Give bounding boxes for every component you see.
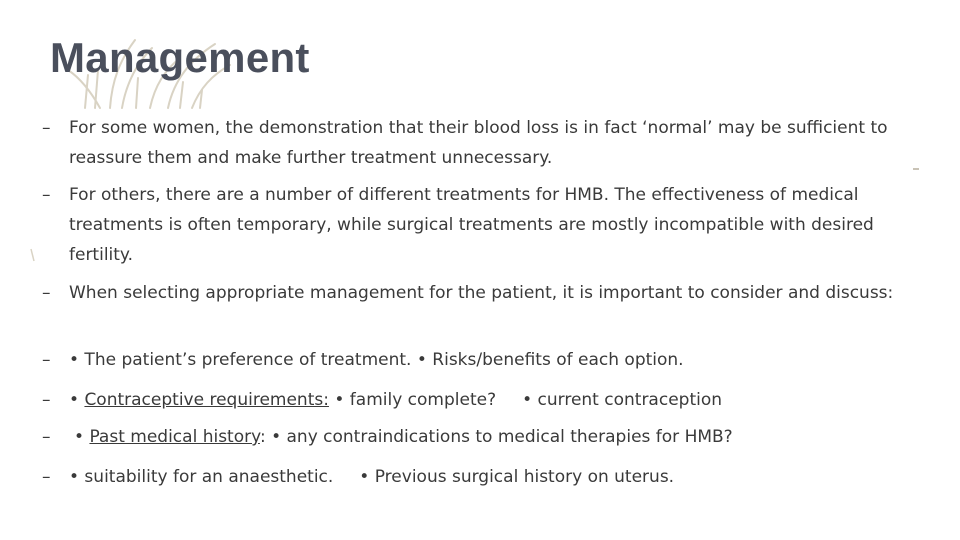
list-dash: –: [42, 118, 51, 138]
list-dash: –: [42, 185, 51, 205]
list-item-lead: •: [74, 427, 90, 447]
list-item-text: [42, 385, 922, 415]
list-item-rest: • current contraception: [522, 390, 723, 410]
past-medical-history-label: Past medical history: [89, 427, 260, 447]
list-item: [42, 385, 922, 415]
list-item-text: [42, 422, 922, 452]
list-item-text: For some women, the demonstration that their blood loss is in fact ‘normal’ may be sufficient to reassure them and make further treatment unnecessary.: [69, 118, 888, 168]
list-item-part: • Previous surgical history on uterus.: [359, 467, 675, 487]
list-item-rest: : • any contraindications to medical therapies for HMB?: [259, 427, 733, 447]
list-dash: –: [42, 390, 51, 410]
page-title: Management: [50, 34, 310, 81]
list-item: [42, 180, 922, 270]
list-item-part: • suitability for an anaesthetic.: [69, 467, 334, 487]
list-dash: –: [42, 283, 51, 303]
list-dash: –: [42, 427, 51, 447]
list-item: [42, 278, 922, 308]
list-item-text: • The patient’s preference of treatment. • Risks/benefits of each option.: [69, 350, 684, 370]
list-dash: –: [42, 350, 51, 370]
decor-mark-left: [30, 248, 36, 262]
list-item: [42, 345, 922, 375]
contraceptive-requirements-label: Contraceptive requirements:: [84, 390, 329, 410]
list-dash: –: [42, 467, 51, 487]
list-item-text: When selecting appropriate management for the patient, it is important to consider and discuss:: [69, 283, 894, 303]
list-item-rest: • family complete?: [328, 390, 497, 410]
list-item-lead: •: [69, 390, 85, 410]
list-item-text: [42, 462, 922, 492]
list-item-text: For others, there are a number of different treatments for HMB. The effectiveness of medical treatments is often temporary, while surgical treatments are mostly incompatible with desired fertility.: [69, 185, 874, 265]
list-item: [42, 462, 922, 492]
list-item: [42, 422, 922, 452]
list-item: [42, 113, 922, 173]
